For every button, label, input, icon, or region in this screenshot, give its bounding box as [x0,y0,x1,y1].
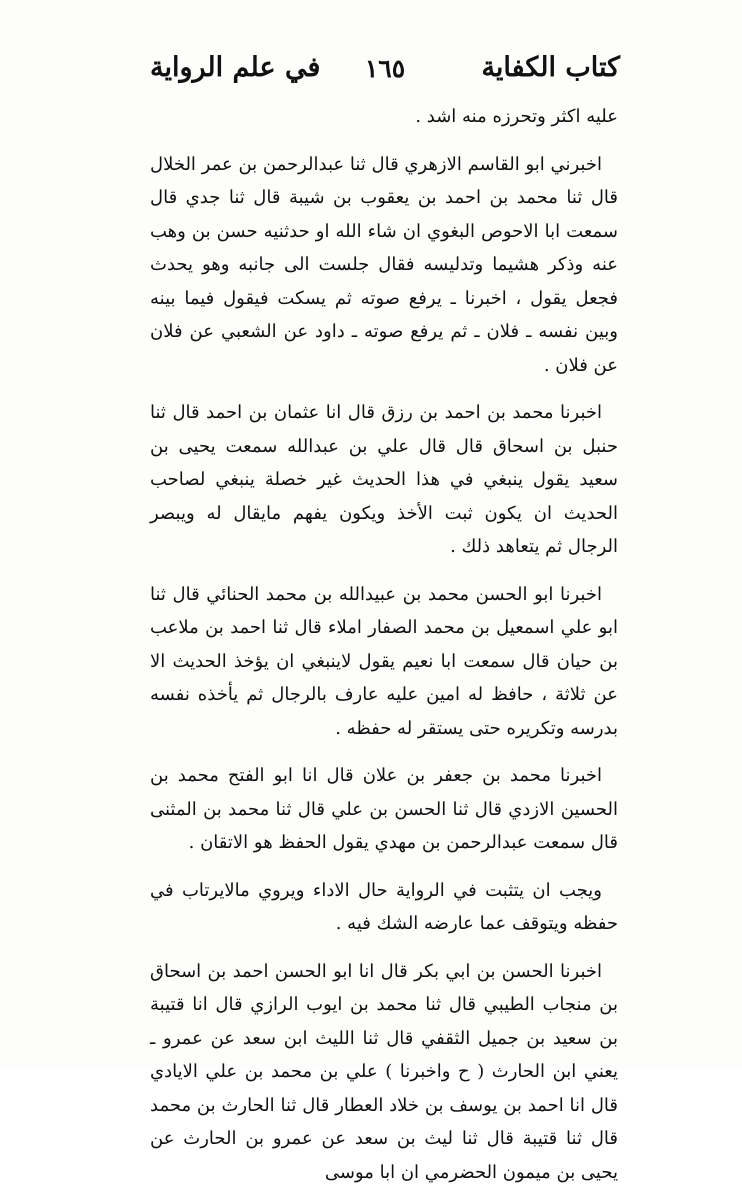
running-subject: في علم الرواية [150,52,320,83]
paragraph: اخبرنا محمد بن جعفر بن علان قال انا ابو الفتح محمد بن الحسين الازدي قال ثنا الحسن بن علي قال ثنا محمد بن المثنى قال سمعت عبدالرحمن بن مهدي يقول الحفظ هو الاتقان . [150,759,618,860]
book-title: كتاب الكفاية [481,52,620,83]
page-number: ١٦٥ [365,54,405,83]
paragraph: اخبرنا ابو الحسن محمد بن عبيدالله بن محمد الحنائي قال ثنا ابو علي اسمعيل بن محمد الصفار املاء قال ثنا احمد بن ملاعب بن حيان قال سمعت ابا نعيم يقول لاينبغي ان يؤخذ الحديث الا عن ثلاثة ، حافظ له امين عليه عارف بالرجال ثم يأخذه نفسه بدرسه وتكريره حتى يستقر له حفظه . [150,578,618,746]
paragraph-continuation: عليه اكثر وتحرزه منه اشد . [150,100,618,134]
paragraph: ويجب ان يتثبت في الرواية حال الاداء ويروي مالايرتاب في حفظه ويتوقف عما عارضه الشك فيه . [150,874,618,941]
page-header [150,52,620,96]
paragraph: اخبرنا الحسن بن ابي بكر قال انا ابو الحسن احمد بن اسحاق بن منجاب الطيبي قال ثنا محمد بن ايوب الرازي قال انا قتيبة بن سعيد بن جميل الثقفي قال ثنا الليث ابن سعد عن عمرو ـ يعني ابن الحارث ( ح واخبرنا ) علي بن محمد بن علي الايادي قال انا احمد بن يوسف بن خلاد العطار قال ثنا الحارث بن محمد قال ثنا قتيبة قال ثنا ليث بن سعد عن عمرو بن الحارث عن يحيى بن ميمون الحضرمي ان ابا موسى [150,955,618,1189]
page-body [150,100,618,1189]
paragraph: اخبرني ابو القاسم الازهري قال ثنا عبدالرحمن بن عمر الخلال قال ثنا محمد بن احمد بن يعقوب بن شيبة قال ثنا جدي قال سمعت ابا الاحوص البغوي ان شاء الله او حدثنيه حسن بن وهب عنه وذكر هشيما وتدليسه فقال جلست الى جانبه وهو يحدث فجعل يقول ، اخبرنا ـ يرفع صوته ثم يسكت فيقول فيما بينه وبين نفسه ـ فلان ـ ثم يرفع صوته ـ داود عن الشعبي عن فلان عن فلان . [150,148,618,383]
paragraph: اخبرنا محمد بن احمد بن رزق قال انا عثمان بن احمد قال ثنا حنبل بن اسحاق قال قال علي بن عبدالله سمعت يحيى بن سعيد يقول ينبغي في هذا الحديث غير خصلة ينبغي لصاحب الحديث ان يكون ثبت الأخذ ويكون يفهم مايقال له ويبصر الرجال ثم يتعاهد ذلك . [150,396,618,564]
